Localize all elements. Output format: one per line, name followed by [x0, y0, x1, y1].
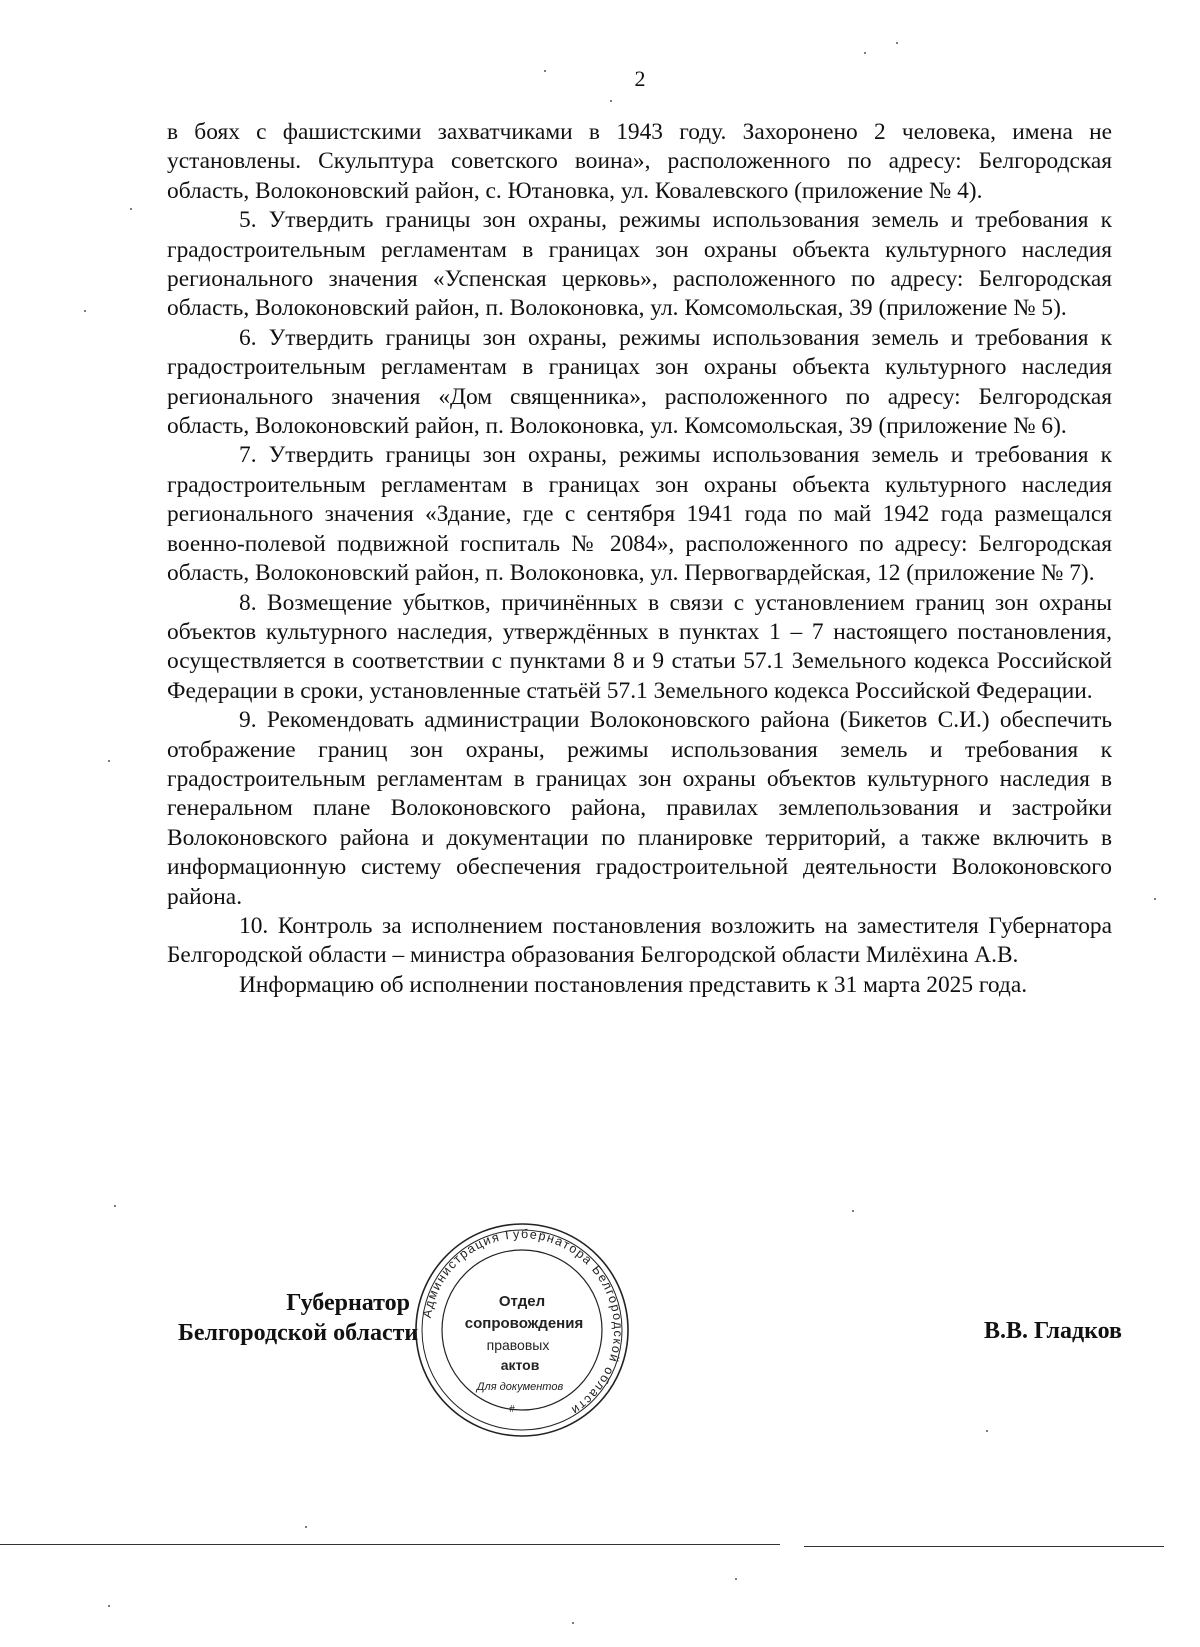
scan-speck — [852, 1210, 854, 1212]
document-body — [167, 118, 1112, 1000]
paragraph-report-deadline: Информацию об исполнении постановления представить к 31 марта 2025 года. — [239, 971, 1028, 998]
footer-rule-left — [0, 1544, 780, 1545]
paragraph-item-9: 9. Рекомендовать администрации Волоконовского района (Бикетов С.И.) обеспечить отображение границ зон охраны, режимы использования земель и требования к градостроительным регламентам в границах зон охраны объектов культурного наследия в генеральном плане Волоконовского района, правилах землепользования и застройки Волоконовского района и документации по планировке территорий, а также включить в информационную систему обеспечения градостроительной деятельности Волоконовского района. — [167, 707, 1112, 910]
signature-block — [178, 1288, 1122, 1418]
scan-speck — [610, 100, 612, 102]
scan-speck — [572, 1622, 574, 1624]
signatory-title — [178, 1288, 419, 1348]
signatory-name: В.В. Гладков — [983, 1318, 1122, 1344]
scan-speck — [735, 1578, 737, 1580]
page-number: 2 — [634, 66, 646, 91]
scan-speck — [896, 42, 898, 44]
scan-speck — [108, 1605, 110, 1607]
stamp-line-1: Отдел — [498, 1293, 546, 1310]
scan-speck — [84, 310, 86, 312]
scan-speck — [305, 1526, 307, 1528]
paragraph-continuation: в боях с фашистскими захватчиками в 1943 году. Захоронено 2 человека, имена не установлены. Скульптура советского воина», расположенного по адресу: Белгородская область, Волоконовский район, с. Ютановка, ул. Ковалевского (приложение № 4). — [167, 119, 1112, 204]
scan-speck — [1154, 898, 1156, 900]
stamp-line-4: актов — [500, 1357, 540, 1373]
scan-speck — [544, 70, 546, 72]
official-stamp — [412, 1220, 632, 1440]
paragraph-item-8: 8. Возмещение убытков, причинённых в связи с установлением границ зон охраны объектов культурного наследия, утверждённых в пунктах 1 – 7 настоящего постановления, осуществляется в соответствии с пунктами 8 и 9 статьи 57.1 Земельного кодекса Российской Федерации в сроки, установленные статьёй 57.1 Земельного кодекса Российской Федерации. — [167, 589, 1112, 704]
scan-speck — [130, 208, 132, 210]
signatory-title-line2: Белгородской области — [178, 1320, 419, 1346]
paragraph-item-6: 6. Утвердить границы зон охраны, режимы использования земель и требования к градостроительным регламентам в границах зон охраны объекта культурного наследия регионального значения «Дом священника», расположенного по адресу: Белгородская область, Волоконовский район, п. Волоконовка, ул. Комсомольская, 39 (приложение № 6). — [167, 324, 1112, 440]
scan-speck — [864, 52, 866, 54]
footer-rule-right — [804, 1546, 1164, 1547]
scan-speck — [108, 760, 110, 762]
paragraph-item-5: 5. Утвердить границы зон охраны, режимы использования земель и требования к градостроительным регламентам в границах зон охраны объекта культурного наследия регионального значения «Успенская церковь», расположенного по адресу: Белгородская область, Волоконовский район, п. Волоконовка, ул. Комсомольская, 39 (приложение № 5). — [167, 207, 1112, 322]
stamp-hash: # — [509, 1404, 515, 1415]
signatory-title-line1: Губернатор — [286, 1290, 410, 1316]
paragraph-item-10: 10. Контроль за исполнением постановления возложить на заместителя Губернатора Белгородской области – министра образования Белгородской области Милёхина А.В. — [167, 912, 1112, 969]
paragraph-item-7: 7. Утвердить границы зон охраны, режимы использования земель и требования к градостроительным регламентам в границах зон охраны объекта культурного наследия регионального значения «Здание, где с сентября 1941 года по май 1942 года размещался военно-полевой подвижной госпиталь № 2084», расположенного по адресу: Белгородская область, Волоконовский район, п. Волоконовка, ул. Первогвардейская, 12 (приложение № 7). — [167, 442, 1112, 587]
stamp-line-3: правовых — [486, 1337, 550, 1353]
scan-speck — [114, 1205, 116, 1207]
stamp-line-2: сопровождения — [464, 1315, 584, 1332]
stamp-bottom-text: Для документов — [476, 1381, 564, 1393]
stamp-outer-text: Администрация Губернатора Белгородской области — [419, 1226, 626, 1419]
scan-speck — [986, 1430, 988, 1432]
